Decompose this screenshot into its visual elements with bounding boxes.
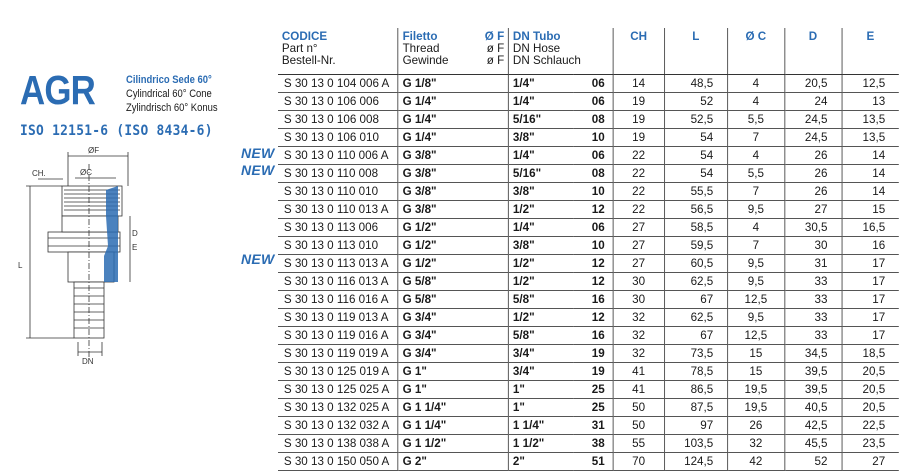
- cell-l: 97: [664, 416, 727, 434]
- cell-dn: 16: [574, 326, 613, 344]
- cell-c: 7: [727, 182, 784, 200]
- header-ch: CH: [613, 28, 664, 74]
- cell-ch: 14: [613, 74, 664, 92]
- cell-thread: G 1 1/2": [398, 434, 508, 452]
- cell-code: S 30 13 0 116 016 A: [278, 290, 398, 308]
- cell-thread: G 1/4": [398, 110, 508, 128]
- cell-e: 17: [842, 326, 899, 344]
- table-row: [278, 146, 899, 164]
- cell-hose: 5/16": [509, 110, 574, 128]
- cell-l: 87,5: [664, 398, 727, 416]
- cell-l: 67: [664, 290, 727, 308]
- cell-hose: 1 1/2": [509, 434, 574, 452]
- cell-dn: 06: [574, 74, 613, 92]
- cell-d: 24: [784, 92, 841, 110]
- table-row: [278, 218, 899, 236]
- cell-c: 5,5: [727, 164, 784, 182]
- cell-e: 17: [842, 272, 899, 290]
- cell-code: S 30 13 0 132 032 A: [278, 416, 398, 434]
- cell-e: 16,5: [842, 218, 899, 236]
- cell-e: 13,5: [842, 128, 899, 146]
- table-row: [278, 164, 899, 182]
- table-header: [278, 28, 899, 74]
- header-l: L: [664, 28, 727, 74]
- cell-dn: 08: [574, 164, 613, 182]
- header-e: E: [842, 28, 899, 74]
- cell-code: S 30 13 0 119 016 A: [278, 326, 398, 344]
- cell-dn: 38: [574, 434, 613, 452]
- cell-thread: G 3/8": [398, 182, 508, 200]
- cell-c: 9,5: [727, 200, 784, 218]
- label-dn: DN: [82, 357, 94, 366]
- cell-l: 54: [664, 128, 727, 146]
- cell-e: 14: [842, 182, 899, 200]
- cell-dn: 06: [574, 218, 613, 236]
- cell-dn: 06: [574, 146, 613, 164]
- cell-ch: 27: [613, 236, 664, 254]
- cell-l: 86,5: [664, 380, 727, 398]
- label-ch: CH.: [32, 169, 46, 178]
- cell-hose: 1/2": [509, 200, 574, 218]
- fitting-technical-drawing: [18, 146, 138, 376]
- cell-c: 4: [727, 74, 784, 92]
- label-phi-f: ØF: [88, 146, 100, 155]
- header-thread: Filetto Ø F Thread ø F Gewinde ø F: [398, 28, 508, 74]
- cell-dn: 25: [574, 380, 613, 398]
- cell-hose: 1/2": [509, 308, 574, 326]
- cell-code: S 30 13 0 110 010: [278, 182, 398, 200]
- cell-ch: 22: [613, 164, 664, 182]
- description-it: Cilindrico Sede 60°: [126, 74, 212, 86]
- cell-c: 4: [727, 146, 784, 164]
- cell-thread: G 1": [398, 362, 508, 380]
- cell-thread: G 3/4": [398, 344, 508, 362]
- cell-d: 39,5: [784, 362, 841, 380]
- cell-thread: G 3/4": [398, 308, 508, 326]
- cell-d: 40,5: [784, 398, 841, 416]
- cell-thread: G 1 1/4": [398, 416, 508, 434]
- cell-dn: 19: [574, 362, 613, 380]
- cell-thread: G 1/8": [398, 74, 508, 92]
- cell-c: 7: [727, 128, 784, 146]
- cell-c: 26: [727, 416, 784, 434]
- cell-e: 14: [842, 146, 899, 164]
- cell-dn: 31: [574, 416, 613, 434]
- cell-dn: 16: [574, 290, 613, 308]
- product-code: AGR: [20, 67, 95, 113]
- cell-ch: 41: [613, 362, 664, 380]
- cell-c: 15: [727, 344, 784, 362]
- cell-thread: G 1 1/4": [398, 398, 508, 416]
- cell-e: 17: [842, 308, 899, 326]
- cell-dn: 08: [574, 110, 613, 128]
- label-d: D: [132, 229, 138, 238]
- table-row: [278, 110, 899, 128]
- cell-d: 26: [784, 164, 841, 182]
- cell-l: 59,5: [664, 236, 727, 254]
- cell-ch: 27: [613, 254, 664, 272]
- cell-thread: G 3/8": [398, 200, 508, 218]
- cell-e: 13,5: [842, 110, 899, 128]
- table-row: [278, 326, 899, 344]
- cell-thread: G 1/4": [398, 128, 508, 146]
- new-badge: NEW: [241, 144, 275, 161]
- cell-ch: 22: [613, 146, 664, 164]
- cell-hose: 3/8": [509, 128, 574, 146]
- cell-hose: 1/2": [509, 272, 574, 290]
- cell-e: 15: [842, 200, 899, 218]
- cell-hose: 2": [509, 452, 574, 470]
- header-code: CODICE Part n° Bestell-Nr.: [278, 28, 398, 74]
- cell-hose: 5/8": [509, 326, 574, 344]
- cell-hose: 1/2": [509, 254, 574, 272]
- cell-dn: 10: [574, 128, 613, 146]
- cell-ch: 22: [613, 182, 664, 200]
- cell-e: 20,5: [842, 380, 899, 398]
- cell-code: S 30 13 0 106 008: [278, 110, 398, 128]
- cell-hose: 1": [509, 398, 574, 416]
- label-phi-c: ØC: [80, 168, 92, 177]
- cell-d: 33: [784, 308, 841, 326]
- cell-ch: 32: [613, 326, 664, 344]
- cell-hose: 1/4": [509, 92, 574, 110]
- cell-code: S 30 13 0 113 006: [278, 218, 398, 236]
- cell-l: 54: [664, 146, 727, 164]
- cell-c: 12,5: [727, 290, 784, 308]
- new-badge: NEW: [241, 251, 275, 267]
- table-row: [278, 182, 899, 200]
- table-row: [278, 236, 899, 254]
- cell-l: 56,5: [664, 200, 727, 218]
- cell-e: 22,5: [842, 416, 899, 434]
- cell-dn: 19: [574, 344, 613, 362]
- cell-e: 13: [842, 92, 899, 110]
- cell-l: 78,5: [664, 362, 727, 380]
- cell-code: S 30 13 0 106 010: [278, 128, 398, 146]
- cell-ch: 41: [613, 380, 664, 398]
- cell-code: S 30 13 0 125 025 A: [278, 380, 398, 398]
- table-body: [278, 74, 899, 470]
- cell-ch: 50: [613, 398, 664, 416]
- cell-l: 54: [664, 164, 727, 182]
- cell-ch: 19: [613, 92, 664, 110]
- header-hose: DN Tubo DN Hose DN Schlauch: [509, 28, 613, 74]
- cell-ch: 19: [613, 128, 664, 146]
- cell-d: 42,5: [784, 416, 841, 434]
- cell-c: 9,5: [727, 272, 784, 290]
- cell-d: 45,5: [784, 434, 841, 452]
- new-badge: NEW: [241, 162, 275, 179]
- cell-l: 58,5: [664, 218, 727, 236]
- cell-hose: 1/4": [509, 146, 574, 164]
- cell-c: 19,5: [727, 380, 784, 398]
- cell-thread: G 1/2": [398, 254, 508, 272]
- cell-e: 12,5: [842, 74, 899, 92]
- cell-code: S 30 13 0 106 006: [278, 92, 398, 110]
- table-row: [278, 308, 899, 326]
- cell-c: 7: [727, 236, 784, 254]
- label-l: L: [18, 261, 23, 270]
- cell-e: 20,5: [842, 398, 899, 416]
- cell-dn: 25: [574, 398, 613, 416]
- cell-dn: 12: [574, 272, 613, 290]
- cell-d: 31: [784, 254, 841, 272]
- cell-hose: 3/4": [509, 344, 574, 362]
- cell-l: 103,5: [664, 434, 727, 452]
- table-row: [278, 344, 899, 362]
- cell-dn: 06: [574, 92, 613, 110]
- cell-c: 5,5: [727, 110, 784, 128]
- cell-code: S 30 13 0 104 006 A: [278, 74, 398, 92]
- cell-e: 17: [842, 290, 899, 308]
- table-row: [278, 74, 899, 92]
- cell-thread: G 1/2": [398, 218, 508, 236]
- cell-c: 9,5: [727, 308, 784, 326]
- cell-dn: 12: [574, 308, 613, 326]
- cell-hose: 1/4": [509, 74, 574, 92]
- cell-dn: 12: [574, 254, 613, 272]
- cell-hose: 3/4": [509, 362, 574, 380]
- cell-code: S 30 13 0 138 038 A: [278, 434, 398, 452]
- table-row: [278, 398, 899, 416]
- cell-l: 67: [664, 326, 727, 344]
- cell-thread: G 3/8": [398, 164, 508, 182]
- cell-l: 48,5: [664, 74, 727, 92]
- cell-code: S 30 13 0 132 025 A: [278, 398, 398, 416]
- table-row: [278, 92, 899, 110]
- cell-ch: 30: [613, 272, 664, 290]
- table-row: [278, 290, 899, 308]
- cell-e: 14: [842, 164, 899, 182]
- cell-d: 33: [784, 272, 841, 290]
- cell-hose: 5/8": [509, 290, 574, 308]
- cell-l: 73,5: [664, 344, 727, 362]
- label-e: E: [132, 243, 138, 252]
- cell-ch: 70: [613, 452, 664, 470]
- cell-code: S 30 13 0 110 006 A: [278, 146, 398, 164]
- table-row: [278, 452, 899, 470]
- cell-c: 4: [727, 218, 784, 236]
- cell-d: 33: [784, 326, 841, 344]
- cell-thread: G 1": [398, 380, 508, 398]
- cell-d: 24,5: [784, 128, 841, 146]
- cell-e: 20,5: [842, 362, 899, 380]
- cell-c: 15: [727, 362, 784, 380]
- cell-d: 30: [784, 236, 841, 254]
- product-description: [126, 73, 218, 115]
- cell-code: S 30 13 0 113 013 A: [278, 254, 398, 272]
- cell-e: 17: [842, 254, 899, 272]
- table-row: [278, 272, 899, 290]
- cell-code: S 30 13 0 116 013 A: [278, 272, 398, 290]
- table-row: [278, 128, 899, 146]
- cell-hose: 1 1/4": [509, 416, 574, 434]
- cell-hose: 1": [509, 380, 574, 398]
- cell-code: S 30 13 0 125 019 A: [278, 362, 398, 380]
- cell-ch: 55: [613, 434, 664, 452]
- cell-ch: 32: [613, 344, 664, 362]
- cell-l: 55,5: [664, 182, 727, 200]
- cell-dn: 10: [574, 182, 613, 200]
- cell-ch: 19: [613, 110, 664, 128]
- cell-ch: 30: [613, 290, 664, 308]
- cell-e: 27: [842, 452, 899, 470]
- cell-e: 23,5: [842, 434, 899, 452]
- cell-thread: G 1/2": [398, 236, 508, 254]
- cell-d: 26: [784, 182, 841, 200]
- cell-code: S 30 13 0 110 013 A: [278, 200, 398, 218]
- table-row: [278, 254, 899, 272]
- header-d: D: [784, 28, 841, 74]
- cell-code: S 30 13 0 150 050 A: [278, 452, 398, 470]
- cell-code: S 30 13 0 119 013 A: [278, 308, 398, 326]
- cell-d: 27: [784, 200, 841, 218]
- cell-d: 33: [784, 290, 841, 308]
- cell-hose: 3/8": [509, 236, 574, 254]
- table-row: [278, 416, 899, 434]
- cell-dn: 10: [574, 236, 613, 254]
- cell-c: 19,5: [727, 398, 784, 416]
- cell-d: 30,5: [784, 218, 841, 236]
- cell-d: 26: [784, 146, 841, 164]
- cell-c: 42: [727, 452, 784, 470]
- table-row: [278, 362, 899, 380]
- cell-dn: 51: [574, 452, 613, 470]
- cell-thread: G 5/8": [398, 272, 508, 290]
- cell-ch: 32: [613, 308, 664, 326]
- cell-l: 62,5: [664, 308, 727, 326]
- cell-ch: 22: [613, 200, 664, 218]
- cell-thread: G 5/8": [398, 290, 508, 308]
- table-row: [278, 434, 899, 452]
- cell-l: 62,5: [664, 272, 727, 290]
- cell-d: 20,5: [784, 74, 841, 92]
- cell-d: 52: [784, 452, 841, 470]
- cell-d: 39,5: [784, 380, 841, 398]
- cell-thread: G 3/4": [398, 326, 508, 344]
- cell-hose: 3/8": [509, 182, 574, 200]
- cell-thread: G 1/4": [398, 92, 508, 110]
- cell-l: 124,5: [664, 452, 727, 470]
- table-row: [278, 200, 899, 218]
- cell-dn: 12: [574, 200, 613, 218]
- cell-l: 60,5: [664, 254, 727, 272]
- cell-thread: G 2": [398, 452, 508, 470]
- product-info-panel: [0, 0, 270, 473]
- cell-hose: 5/16": [509, 164, 574, 182]
- cell-l: 52,5: [664, 110, 727, 128]
- cell-d: 34,5: [784, 344, 841, 362]
- cell-c: 9,5: [727, 254, 784, 272]
- cell-thread: G 3/8": [398, 146, 508, 164]
- table-row: [278, 380, 899, 398]
- cell-e: 16: [842, 236, 899, 254]
- cell-d: 24,5: [784, 110, 841, 128]
- description-en: Cylindrical 60° Cone: [126, 88, 212, 100]
- description-de: Zylindrisch 60° Konus: [126, 102, 218, 114]
- header-phi-c: Ø C: [727, 28, 784, 74]
- cell-l: 52: [664, 92, 727, 110]
- cell-c: 4: [727, 92, 784, 110]
- cell-ch: 50: [613, 416, 664, 434]
- iso-standard: ISO 12151-6 (ISO 8434-6): [20, 123, 213, 139]
- cell-hose: 1/4": [509, 218, 574, 236]
- product-table: [278, 28, 899, 471]
- cell-c: 32: [727, 434, 784, 452]
- cell-code: S 30 13 0 113 010: [278, 236, 398, 254]
- cell-ch: 27: [613, 218, 664, 236]
- cell-code: S 30 13 0 119 019 A: [278, 344, 398, 362]
- cell-e: 18,5: [842, 344, 899, 362]
- cell-code: S 30 13 0 110 008: [278, 164, 398, 182]
- cell-c: 12,5: [727, 326, 784, 344]
